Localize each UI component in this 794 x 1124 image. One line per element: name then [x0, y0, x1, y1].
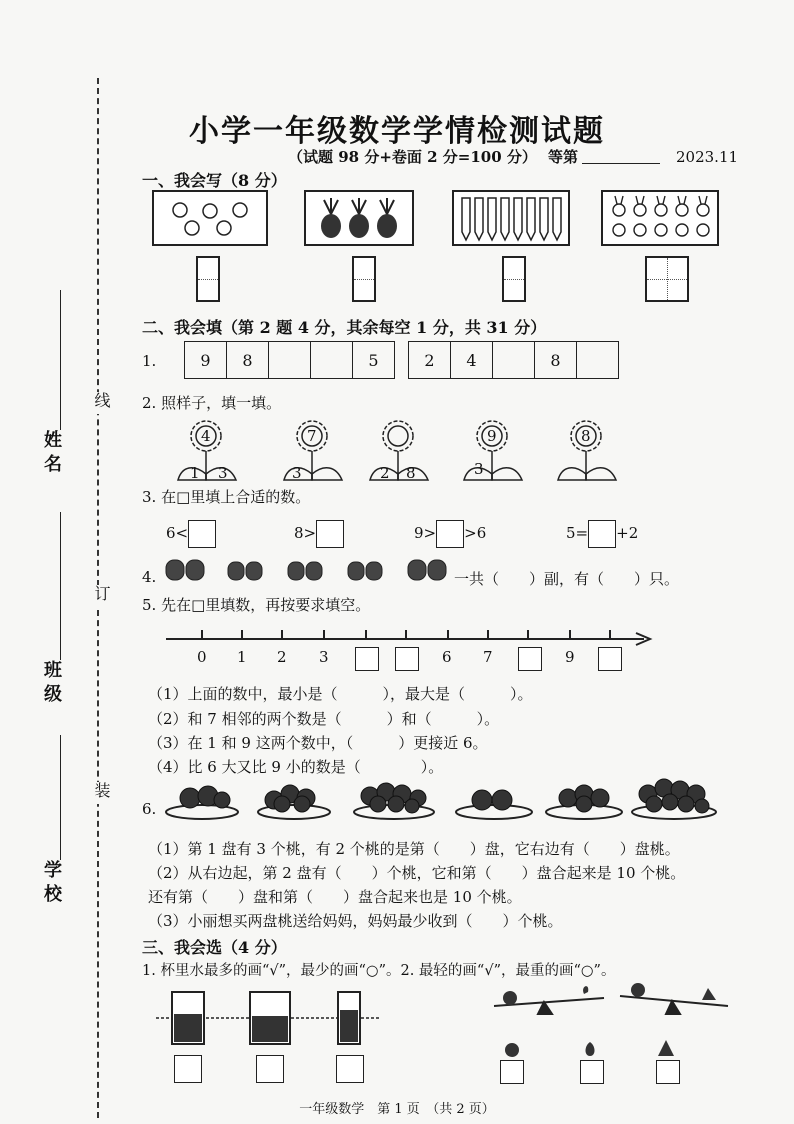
cut-line-label: 线: [92, 392, 111, 414]
q4-text: 一共（ ）副，有（ ）只。: [454, 570, 680, 588]
cup-1-answer-box[interactable]: [174, 1055, 202, 1083]
exam-date: 2023.11: [676, 148, 739, 166]
fruit-row: [500, 1038, 700, 1058]
flower-1-left: 1: [190, 464, 200, 482]
numberline-label: 1: [237, 648, 247, 666]
answer-box-pencils[interactable]: [502, 256, 526, 302]
flower-2-top: 7: [307, 427, 317, 445]
flower-1-top: 4: [201, 427, 211, 445]
q6-item-1: （1）第 1 盘有 3 个桃，有 2 个桃的是第（ ）盘，它右边有（ ）盘桃。: [148, 840, 680, 858]
section-3-heading: 三、我会选（4 分）: [142, 938, 287, 957]
flower-2-left: 3: [292, 464, 302, 482]
seq-b-cell: 4: [451, 342, 493, 378]
apple-answer-box[interactable]: [500, 1060, 524, 1084]
seq-a-cell: 5: [368, 350, 379, 370]
seq-a-cell: 8: [227, 342, 269, 378]
numberline-label: 2: [277, 648, 287, 666]
flower-4-left: 3: [474, 460, 484, 478]
section-1-heading: 一、我会写（8 分）: [142, 171, 287, 190]
class-write-line[interactable]: [60, 512, 61, 660]
q3-c-suffix: >6: [464, 524, 487, 542]
q6-number: 6.: [142, 800, 157, 818]
q3-c-prefix: 9>: [414, 524, 437, 542]
pineapple-answer-box[interactable]: [656, 1060, 680, 1084]
q3-d-prefix: 5=: [566, 524, 589, 542]
number-line: [166, 626, 654, 646]
flower-4-top: 9: [487, 427, 497, 445]
q3-item-d: [566, 520, 638, 548]
answer-box-peaches[interactable]: [196, 256, 220, 302]
q5-item-4: （4）比 6 大又比 9 小的数是（ ）。: [148, 758, 444, 776]
page-title: 小学一年级数学学情检测试题: [189, 114, 605, 149]
answer-box-radishes[interactable]: [352, 256, 376, 302]
peach-picture: [152, 190, 268, 246]
numberline-box-10[interactable]: [598, 647, 622, 671]
staple-label: 订: [92, 585, 111, 607]
flower-icon: [176, 414, 242, 484]
q5-prompt: 5. 先在□里填数，再按要求填空。: [142, 596, 371, 614]
peach-plates: [164, 776, 724, 822]
seq-b-cell: 8: [535, 342, 577, 378]
name-label: 姓名: [41, 430, 62, 478]
gloves-picture: [162, 556, 452, 584]
water-cups: [156, 986, 380, 1046]
numberline-label: 0: [197, 648, 207, 666]
q2-prompt: 2. 照样子，填一填。: [142, 394, 282, 412]
number-sequence-a: [184, 341, 395, 379]
cup-2-answer-box[interactable]: [256, 1055, 284, 1083]
seq-b-cell[interactable]: [493, 342, 535, 378]
q3-d-box[interactable]: [588, 520, 616, 548]
flower-2: [282, 414, 348, 484]
flower-3: [368, 414, 434, 484]
flower-icon: [368, 414, 434, 484]
flower-icon: [556, 414, 622, 484]
numberline-label: 6: [442, 648, 452, 666]
q3-a-box[interactable]: [188, 520, 216, 548]
q3-prompt: 3. 在□里填上合适的数。: [142, 488, 311, 506]
q5-item-2: （2）和 7 相邻的两个数是（ ）和（ ）。: [148, 710, 500, 728]
flower-1: [176, 414, 242, 484]
flower-icon: [462, 414, 528, 484]
flower-1-right: 3: [218, 464, 228, 482]
numberline-label: 9: [565, 648, 575, 666]
q6-item-2: （2）从右边起，第 2 盘有（ ）个桃，它和第（ ）盘合起来是 10 个桃。: [148, 864, 686, 882]
q3-item-a: [166, 520, 216, 548]
grade-label: 等第: [548, 148, 579, 166]
seq-b-cell: 2: [409, 342, 451, 378]
numberline-label: 7: [483, 648, 493, 666]
seq-a-cell[interactable]: [311, 342, 353, 378]
grade-write-line[interactable]: [582, 163, 660, 164]
number-sequence-b: [408, 341, 619, 379]
numberline-box-5[interactable]: [395, 647, 419, 671]
school-write-line[interactable]: [60, 735, 61, 860]
q3-item-c: [414, 520, 486, 548]
numberline-box-4[interactable]: [355, 647, 379, 671]
q3-c-box[interactable]: [436, 520, 464, 548]
sec3-q1-prompt: 1. 杯里水最多的画“√”，最少的画“○”。2. 最轻的画“√”，最重的画“○”。: [142, 963, 616, 979]
pencils-picture: [452, 190, 570, 246]
seq-a-cell[interactable]: [269, 342, 311, 378]
flower-5-top: 8: [581, 427, 591, 445]
numberline-box-8[interactable]: [518, 647, 542, 671]
flower-4: [462, 414, 528, 484]
q3-b-prefix: 8>: [294, 524, 317, 542]
flower-3-left: 2: [380, 464, 390, 482]
q5-item-3: （3）在 1 和 9 这两个数中，（ ）更接近 6。: [148, 734, 488, 752]
school-label: 学校: [41, 860, 62, 908]
pear-answer-box[interactable]: [580, 1060, 604, 1084]
cup-3-answer-box[interactable]: [336, 1055, 364, 1083]
class-label: 班级: [41, 660, 62, 708]
numberline-label: 3: [319, 648, 329, 666]
q6-item-3: （3）小丽想买两盘桃送给妈妈，妈妈最少收到（ ）个桃。: [148, 912, 563, 930]
q4-number: 4.: [142, 568, 157, 586]
score-subtitle: （试题 98 分+卷面 2 分=100 分）: [288, 148, 537, 166]
bind-label: 装: [92, 782, 111, 804]
seq-b-cell[interactable]: [577, 342, 618, 378]
q3-item-b: [294, 520, 344, 548]
radish-picture: [304, 190, 414, 246]
page-footer: 一年级数学 第 1 页 （共 2 页）: [299, 1102, 495, 1117]
q6-item-2b: 还有第（ ）盘和第（ ）盘合起来也是 10 个桃。: [148, 888, 522, 906]
q3-d-suffix: +2: [616, 524, 639, 542]
flower-3-right: 8: [406, 464, 416, 482]
seq-a-cell: 9: [185, 342, 227, 378]
answer-box-rabbits[interactable]: [645, 256, 689, 302]
q5-item-1: （1）上面的数中，最小是（ ），最大是（ ）。: [148, 685, 533, 703]
balance-scales: [492, 980, 732, 1020]
q3-b-box[interactable]: [316, 520, 344, 548]
name-write-line[interactable]: [60, 290, 61, 430]
rabbits-picture: [601, 190, 719, 246]
q1-number: 1.: [142, 352, 157, 370]
flower-5: [556, 414, 622, 484]
q3-a-prefix: 6<: [166, 524, 189, 542]
section-2-heading: 二、我会填（第 2 题 4 分，其余每空 1 分，共 31 分）: [142, 318, 547, 337]
